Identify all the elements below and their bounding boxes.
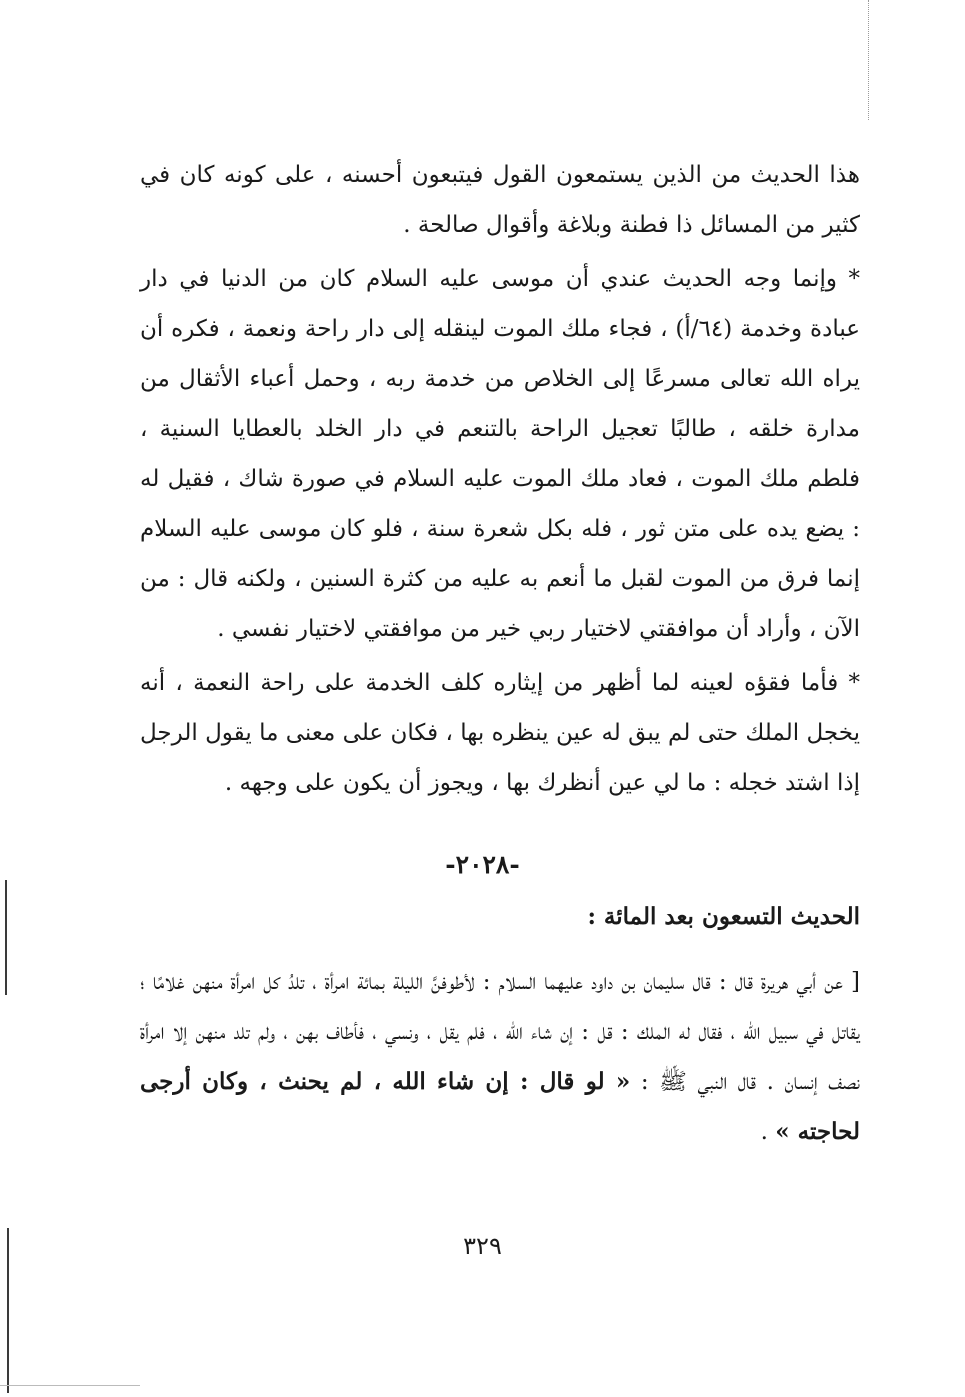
section-heading: الحديث التسعون بعد المائة :: [587, 903, 860, 930]
page-number: ٣٢٩: [463, 1232, 502, 1260]
scan-dots: [868, 0, 870, 120]
paragraph-moses: * وإنما وجه الحديث عندي أن موسى عليه السلام كان من الدنيا في دار عبادة وخدمة (٦٤/أ) ، فجاء ملك الموت لينقله إلى دار راحة ونعمة ، فكره أن يراه الله تعالى مسرعًا إلى الخلاص من خدمة ربه ، وحمل أعباء الأثقال من مدارة خلقه ، طالبًا تعجيل الراحة بالتنعم في دار الخلد بالعطايا السنية ، فلطم ملك الموت ، فعاد ملك الموت عليه السلام في صورة شاك ، فقيل له : يضع يده على متن ثور ، فله بكل شعرة سنة ، فلو كان موسى عليه السلام إنما فرق من الموت لقبل ما أنعم به عليه من كثرة السنين ، ولكنه قال : من الآن ، وأراد أن موافقتي لاختيار ربي خير من موافقتي لاختيار نفسي .: [140, 266, 860, 642]
paragraph-intro: هذا الحديث من الذين يستمعون القول فيتبعون أحسنه ، على كونه كان في كثير من المسائل ذا فطنة وبلاغة وأقوال صالحة .: [140, 162, 860, 238]
scan-line-left-upper: [5, 880, 7, 995]
hadith-text-plain: [ عن أبي هريرة قال : قال سليمان بن داود عليهما السلام : لأطوفنَّ الليلة بمائة امرأة ، تلدُ كل امرأة منهن غلامًا ؛ يقاتل في سبيل الله ، فقال له الملك : قل : إن شاء الله ، فلم يقل ، ونسي ، فأطاف بهن ، ولم تلد منهن إلا امرأة نصف إنسان . قال النبي ﷺ :: [140, 969, 860, 1095]
paragraph-eye: * فأما فقؤه لعينه لما أظهر من إيثاره كلف الخدمة على راحة النعمة ، أنه يخجل الملك حتى لم يبق له عين ينظره بها ، فكان على معنى ما يقول الرجل إذا اشتد خجله : ما لي عين أنظرك بها ، ويجوز أن يكون على وجهه .: [140, 670, 860, 796]
hadith-block: [140, 957, 860, 1157]
hadith-text-bold: « لو قال : إن شاء الله ، لم يحنث ، وكان أرجى لحاجته »: [140, 1068, 860, 1145]
hadith-text: [140, 957, 860, 1157]
scan-line-bottom: [0, 1385, 140, 1386]
hadith-number: -٢٠٢٨-: [445, 850, 520, 879]
hadith-text-end: .: [760, 1119, 776, 1145]
page-body: [140, 150, 860, 808]
